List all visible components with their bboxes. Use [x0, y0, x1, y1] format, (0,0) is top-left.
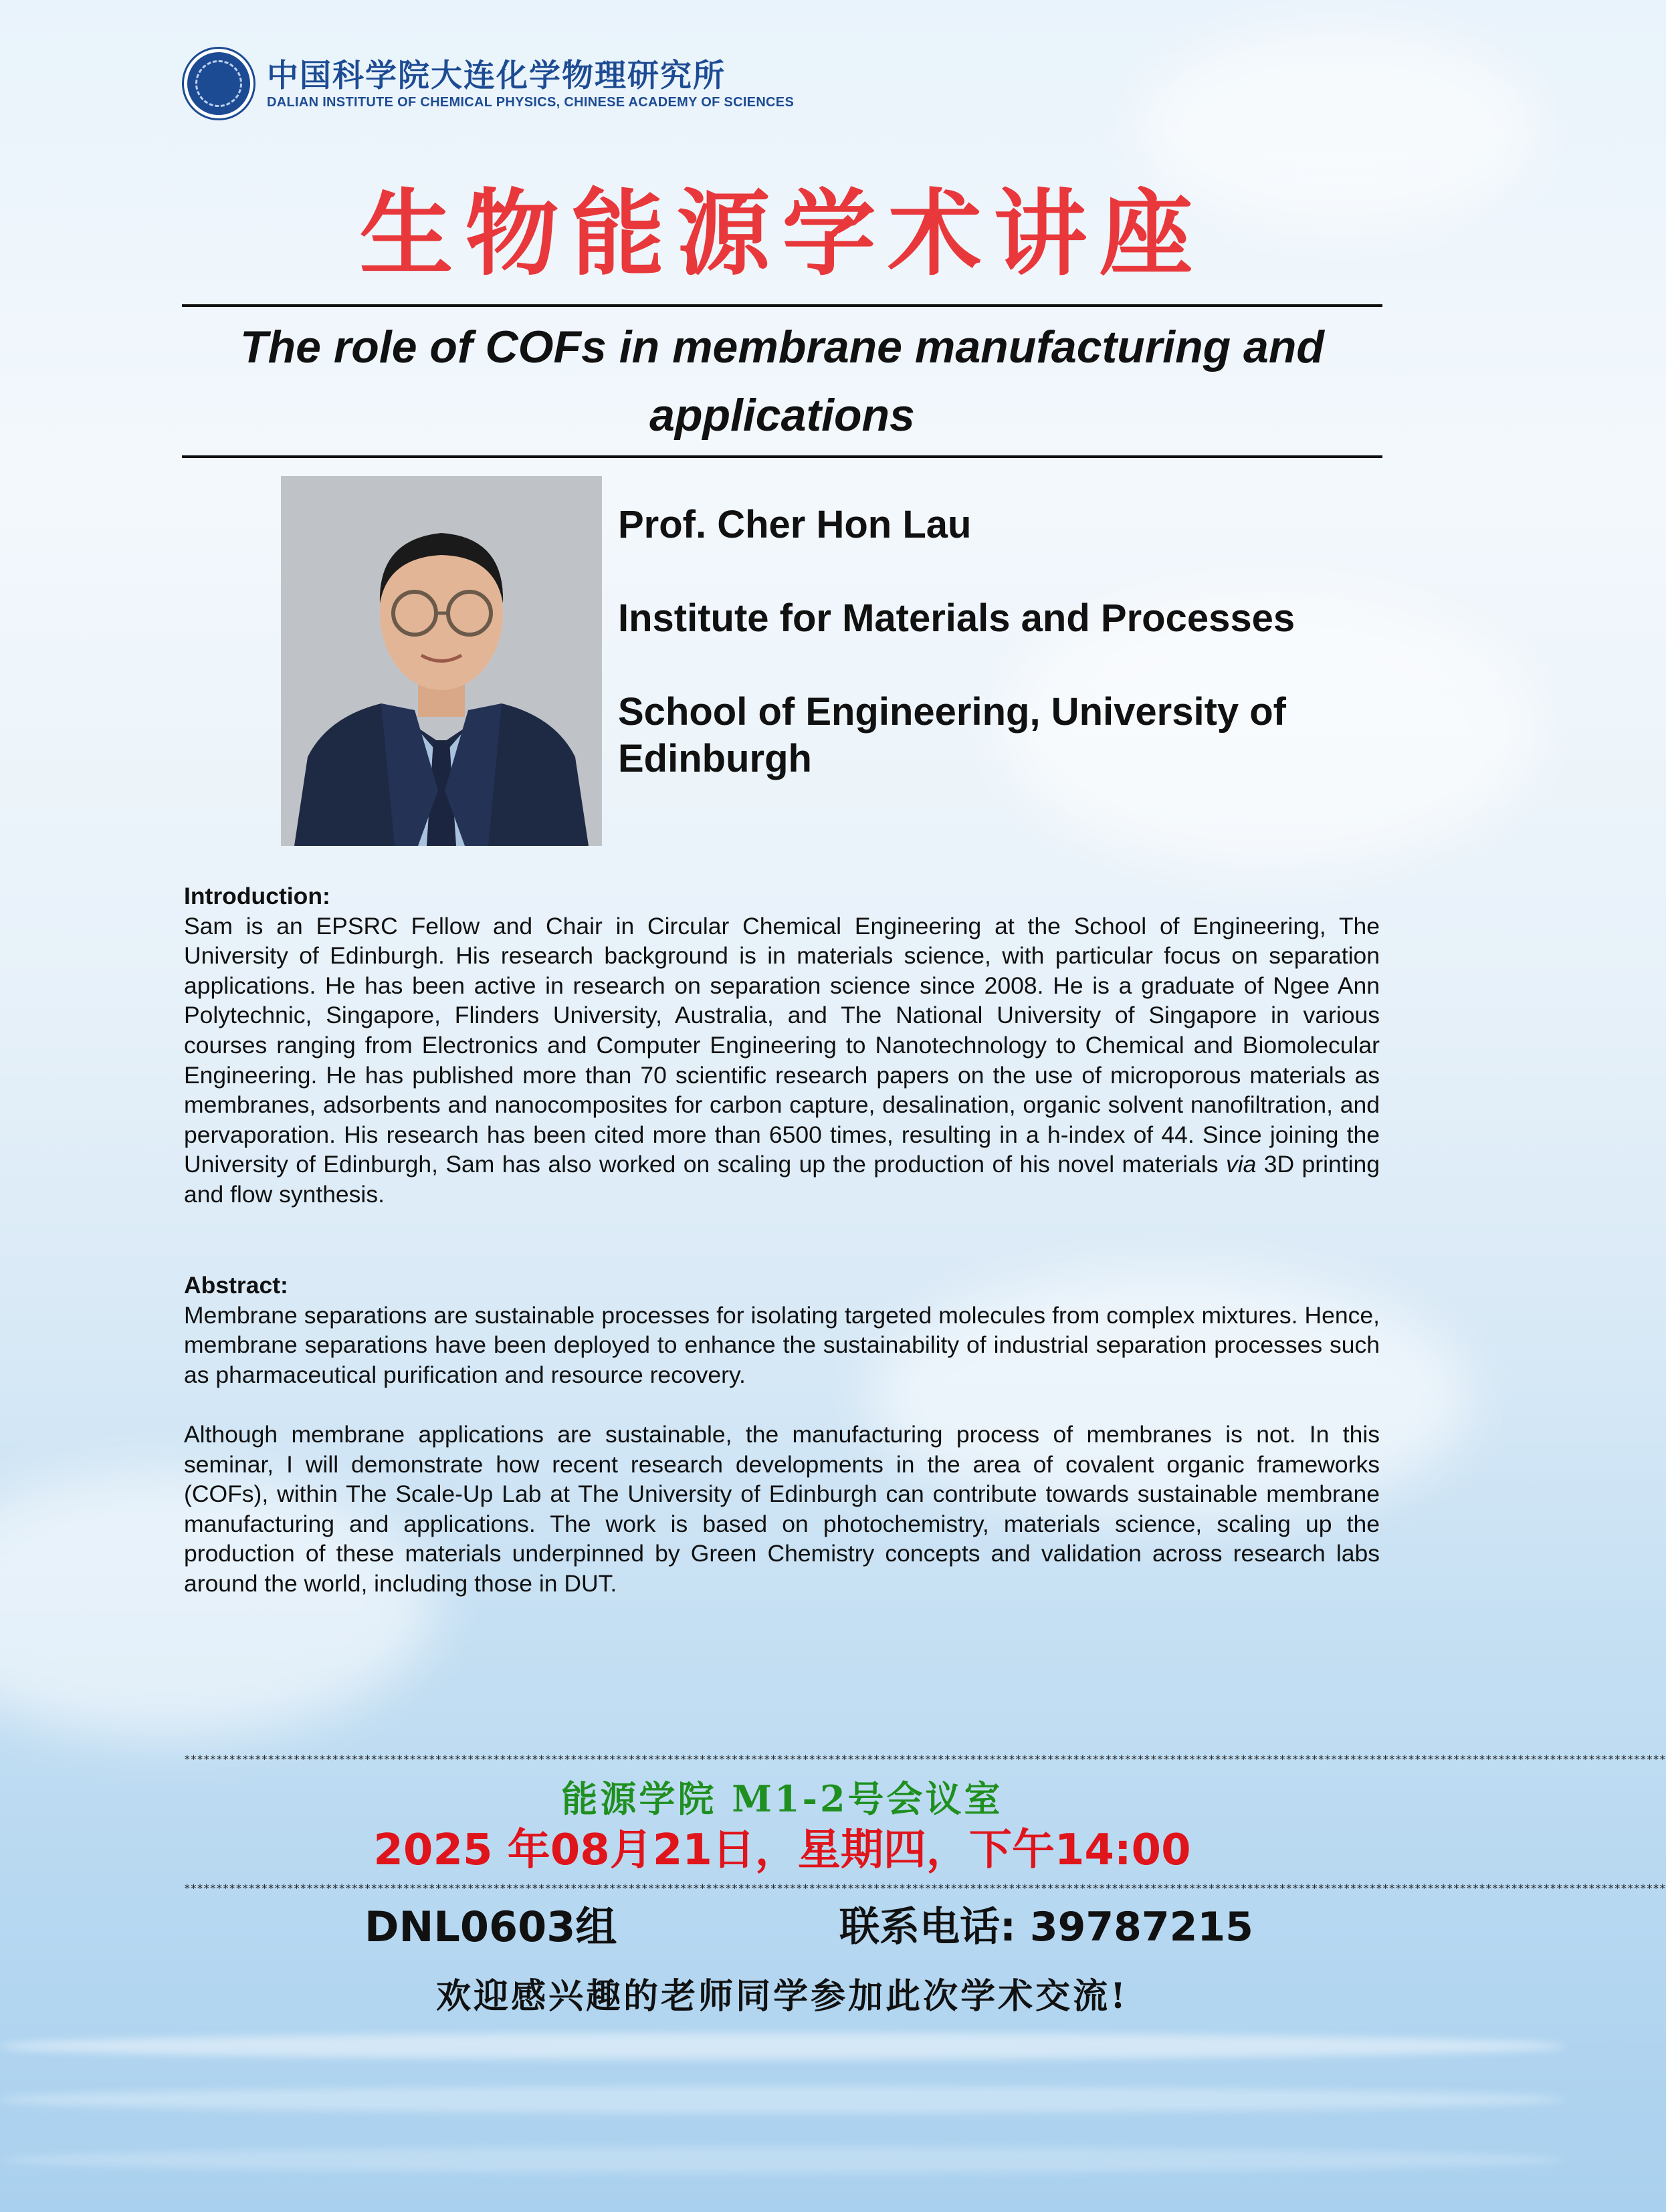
speaker-portrait-illustration [281, 476, 602, 846]
institute-name-cn: 中国科学院大连化学物理研究所 [267, 57, 726, 94]
series-title: 生物能源学术讲座 [359, 179, 1205, 289]
event-venue: 能源学院 M1-2号会议室 [561, 1777, 1003, 1820]
talk-title: The role of COFs in membrane manufacturing and applications [240, 322, 1324, 441]
star-separator-top: ************************************************************************************************************************************************************************************************************************************** [184, 1753, 1666, 1765]
abstract-heading: Abstract: [184, 1272, 288, 1299]
speaker-name: Prof. Cher Hon Lau [618, 503, 972, 546]
abstract-paragraph-1: Membrane separations are sustainable processes for isolating targeted molecules from complex mixtures. Hence, membrane separations have been deployed to enhance the sustainability of industrial separation processes such as pharmaceutical purification and resource recovery. [184, 1301, 1380, 1388]
background-wave [0, 2033, 1564, 2060]
star-separator-bottom: ************************************************************************************************************************************************************************************************************************************** [184, 1882, 1666, 1894]
introduction-heading: Introduction: [184, 883, 330, 909]
institute-name-en: DALIAN INSTITUTE OF CHEMICAL PHYSICS, CHINESE ACADEMY OF SCIENCES [267, 94, 795, 110]
event-welcome: 欢迎感兴趣的老师同学参加此次学术交流! [436, 1976, 1128, 2017]
introduction-text: Sam is an EPSRC Fellow and Chair in Circular Chemical Engineering at the School of Engineering, The University of Edinburgh. His research background is in materials science, with particular focus on separation applications. He has been active in research on separation science since 2008. He is a graduate of Ngee Ann Polytechnic, Singapore, Flinders University, Australia, and The National University of Singapore in various courses ranging from Electronics and Computer Engineering to Nanotechnology to Chemical and Biomolecular Engineering. He has published more than 70 scientific research papers on the use of microporous materials as membranes, adsorbents and nanocomposites for carbon capture, desalination, organic solvent nanofiltration, and pervaporation. His research has been cited more than 6500 times, resulting in a h-index of 44. Since joining the University of Edinburgh, Sam has also worked on scaling up the production of his novel materials via 3D printing and flow synthesis. [184, 912, 1380, 1208]
title-top-rule [182, 304, 1382, 307]
speaker-institute: Institute for Materials and Processes [618, 596, 1295, 640]
speaker-info [618, 502, 1387, 829]
background-wave [0, 2146, 1564, 2173]
event-datetime: 2025 年08月21日，星期四，下午14:00 [373, 1826, 1191, 1875]
event-contact-phone: 联系电话: 39787215 [839, 1904, 1253, 1951]
institute-seal-icon [184, 49, 253, 118]
event-group: DNL0603组 [365, 1902, 617, 1951]
introduction-section [184, 881, 1380, 1210]
title-bottom-rule [182, 455, 1382, 458]
speaker-portrait [281, 476, 602, 846]
institute-name [267, 58, 794, 110]
speaker-school: School of Engineering, University of Edinburgh [618, 690, 1286, 780]
abstract-section [184, 1270, 1380, 1599]
background-wave [0, 2086, 1564, 2113]
institute-logo [184, 50, 794, 117]
abstract-paragraph-2: Although membrane applications are sustainable, the manufacturing process of membranes is not. In this seminar, I will demonstrate how recent research developments in the area of covalent organic frameworks (COFs), within The Scale-Up Lab at The University of Edinburgh can contribute towards sustainable membrane manufacturing and applications. The work is based on photochemistry, materials science, scaling up the production of these materials underpinned by Green Chemistry concepts and validation across research labs around the world, including those in DUT. [184, 1420, 1380, 1597]
